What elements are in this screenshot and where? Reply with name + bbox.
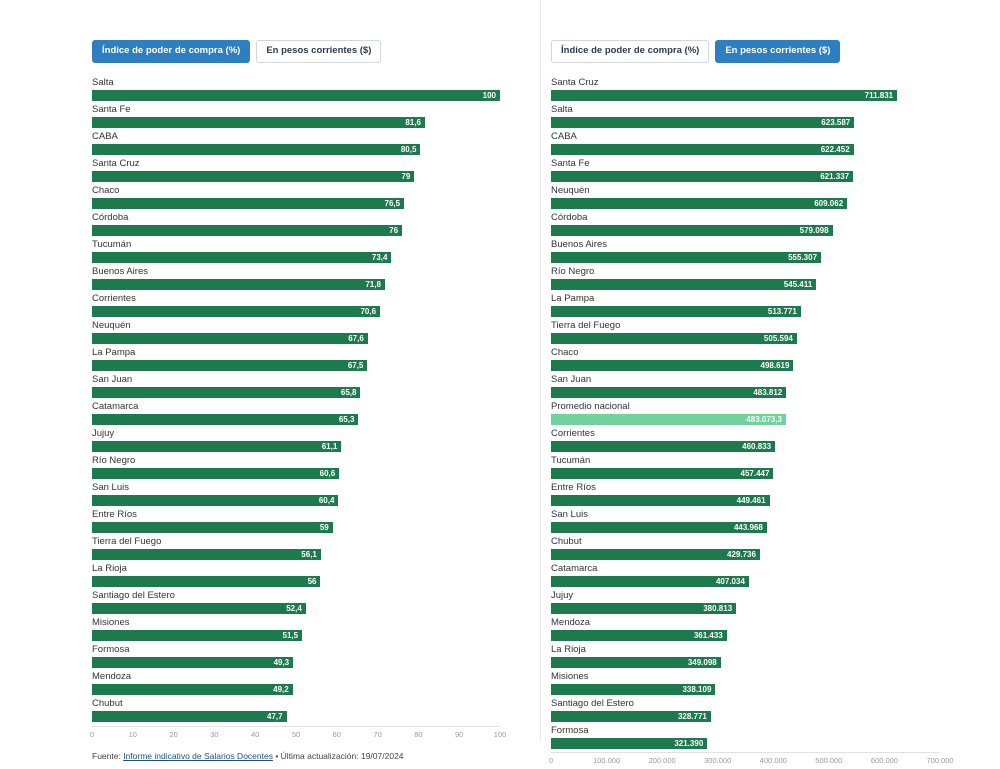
- bar[interactable]: [92, 522, 333, 533]
- bar[interactable]: [551, 495, 770, 506]
- chart-row: [551, 77, 940, 101]
- bar-category-label: Tucumán: [551, 454, 591, 466]
- bar-value-label: 483.073,3: [746, 414, 782, 424]
- bar-category-label: Jujuy: [551, 589, 574, 601]
- bar[interactable]: [92, 279, 385, 290]
- footnote-link[interactable]: Informe indicativo de Salarios Docentes: [123, 750, 273, 761]
- bar-track: [92, 90, 500, 101]
- bar-category-label: Santa Fe: [92, 103, 131, 115]
- bar[interactable]: [551, 279, 816, 290]
- bar-track: [551, 522, 940, 533]
- bar-category-label: Mendoza: [92, 670, 132, 682]
- bar-category-label: San Juan: [92, 373, 133, 385]
- chart-row: [551, 104, 940, 128]
- bar-track: [92, 279, 500, 290]
- bar-track: [551, 468, 940, 479]
- axis-tick-label: 0: [548, 755, 554, 765]
- chart-row: [92, 158, 500, 182]
- bar[interactable]: [551, 738, 707, 749]
- bar-value-label: 498.619: [760, 360, 790, 370]
- chart-row: [92, 239, 500, 263]
- bar[interactable]: [551, 252, 821, 263]
- chart-row: [551, 482, 940, 506]
- bar-value-label: 555.307: [788, 252, 818, 262]
- axis-tick-label: 40: [251, 729, 260, 739]
- bar-category-label: Santiago del Estero: [92, 589, 175, 601]
- bar[interactable]: [551, 603, 736, 614]
- bar[interactable]: [92, 441, 341, 452]
- bar-category-label: Tierra del Fuego: [551, 319, 621, 331]
- bar[interactable]: [92, 495, 338, 506]
- bar-value-label: 49,2: [273, 684, 289, 694]
- bar-value-label: 622.452: [820, 144, 850, 154]
- bar[interactable]: [92, 117, 425, 128]
- bar-value-label: 457.447: [740, 468, 770, 478]
- bar-category-label: Chaco: [551, 346, 579, 358]
- chart-row: [92, 131, 500, 155]
- bar-value-label: 100: [482, 90, 496, 100]
- bar-category-label: Neuquén: [92, 319, 131, 331]
- bar-track: [551, 441, 940, 452]
- chart-row: [92, 320, 500, 344]
- chart-row: [92, 185, 500, 209]
- bar-category-label: Misiones: [92, 616, 130, 628]
- bar-value-label: 361.433: [693, 630, 723, 640]
- bar[interactable]: [92, 198, 404, 209]
- bar-category-label: Chaco: [92, 184, 120, 196]
- chart-row: [92, 293, 500, 317]
- bar-category-label: Misiones: [551, 670, 589, 682]
- chart-row: [551, 590, 940, 614]
- bar-value-label: 61,1: [321, 441, 338, 451]
- bar-category-label: Entre Ríos: [92, 508, 137, 520]
- bar[interactable]: [92, 684, 293, 695]
- bar[interactable]: [551, 171, 853, 182]
- bar-track: [92, 414, 500, 425]
- bar-category-label: San Juan: [551, 373, 592, 385]
- bar-track: [92, 252, 500, 263]
- bar-chart-pesos-corrientes: [551, 77, 940, 749]
- tab-pesos-corrientes-left[interactable]: En pesos corrientes ($): [256, 40, 381, 63]
- chart-row: [551, 293, 940, 317]
- bar[interactable]: [551, 657, 721, 668]
- bar-value-label: 623.587: [821, 117, 851, 127]
- chart-row: [92, 536, 500, 560]
- bar-value-label: 51,5: [282, 630, 299, 640]
- bar-category-label: CABA: [551, 130, 577, 142]
- axis-tick-label: 0: [89, 729, 95, 739]
- bar-track: [551, 225, 940, 236]
- chart-row: [551, 644, 940, 668]
- bar-track: [551, 171, 940, 182]
- bar-track: [551, 333, 940, 344]
- bar[interactable]: [92, 252, 391, 263]
- bar-value-label: 513.771: [767, 306, 797, 316]
- tab-indice-poder-compra-right[interactable]: Índice de poder de compra (%): [551, 40, 709, 63]
- bar-category-label: Salta: [92, 76, 114, 88]
- chart-row: [92, 347, 500, 371]
- chart-row: [551, 455, 940, 479]
- bar-chart-indice-poder-compra: [92, 77, 500, 722]
- bar-track: [551, 360, 940, 371]
- chart-row: [92, 698, 500, 722]
- chart-row: [551, 212, 940, 236]
- bar[interactable]: [92, 333, 368, 344]
- bar-value-label: 321.390: [674, 738, 704, 748]
- bar[interactable]: [551, 387, 786, 398]
- bar-category-label: Chubut: [551, 535, 582, 547]
- bar-value-label: 443.968: [733, 522, 763, 532]
- bar-category-label: Santa Cruz: [92, 157, 140, 169]
- bar-value-label: 73,4: [371, 252, 388, 262]
- chart-row: [551, 320, 940, 344]
- bar[interactable]: [92, 657, 293, 668]
- bar-category-label: Santa Cruz: [551, 76, 599, 88]
- bar[interactable]: [92, 468, 339, 479]
- bar-track: [551, 252, 940, 263]
- bar-track: [551, 495, 940, 506]
- bar-value-label: 67,5: [347, 360, 364, 370]
- bar-track: [551, 711, 940, 722]
- bar-value-label: 449.461: [736, 495, 766, 505]
- bar-category-label: Tierra del Fuego: [92, 535, 162, 547]
- bar-track: [551, 279, 940, 290]
- bar-value-label: 47,7: [267, 711, 283, 721]
- bar-track: [92, 468, 500, 479]
- chart-row: [551, 671, 940, 695]
- chart-row: [551, 725, 940, 749]
- bar-value-label: 338.109: [682, 684, 712, 694]
- chart-row: [92, 482, 500, 506]
- bar[interactable]: [551, 144, 854, 155]
- axis-tick-label: 700.000: [926, 755, 954, 765]
- bar-track: [92, 198, 500, 209]
- bar[interactable]: [92, 603, 306, 614]
- chart-row: [551, 131, 940, 155]
- bar[interactable]: [551, 711, 711, 722]
- axis-tick-label: 80: [414, 729, 423, 739]
- bar-track: [551, 684, 940, 695]
- bar-track: [92, 441, 500, 452]
- bar-track: [92, 549, 500, 560]
- bar-value-label: 505.594: [763, 333, 793, 343]
- bar-track: [551, 549, 940, 560]
- x-axis-right: [548, 752, 954, 769]
- bar-value-label: 545.411: [783, 279, 813, 289]
- bar-value-label: 79: [401, 171, 411, 181]
- axis-tick-label: 100.000: [593, 755, 621, 765]
- bar[interactable]: [92, 225, 402, 236]
- bar-category-label: Santa Fe: [551, 157, 590, 169]
- bar-track: [92, 495, 500, 506]
- bar-value-label: 59: [319, 522, 329, 532]
- chart-row: [551, 698, 940, 722]
- bar[interactable]: [92, 414, 358, 425]
- bar-category-label: Corrientes: [92, 292, 136, 304]
- chart-row: [551, 617, 940, 641]
- bar-track: [92, 603, 500, 614]
- footnote-suffix: • Última actualización: 19/07/2024: [272, 750, 404, 761]
- chart-footnote: [92, 751, 500, 761]
- bar-category-label: Tucumán: [92, 238, 132, 250]
- panel-pesos-corrientes: [540, 0, 1000, 765]
- chart-row: [551, 158, 940, 182]
- bar[interactable]: [551, 468, 773, 479]
- axis-tick-label: 20: [169, 729, 178, 739]
- bar-track: [551, 387, 940, 398]
- chart-row: [92, 77, 500, 101]
- bar-track: [551, 306, 940, 317]
- bar-value-label: 460.833: [742, 441, 772, 451]
- chart-row: [92, 428, 500, 452]
- bar[interactable]: [551, 630, 727, 641]
- bar[interactable]: [92, 171, 414, 182]
- bar-value-label: 56,1: [301, 549, 317, 559]
- axis-tick-label: 400.000: [759, 755, 787, 765]
- bar-category-label: Santiago del Estero: [551, 697, 634, 709]
- chart-row: [92, 266, 500, 290]
- tab-pesos-corrientes-right[interactable]: En pesos corrientes ($): [715, 40, 840, 63]
- bar-category-label: Formosa: [92, 643, 130, 655]
- tab-indice-poder-compra-left[interactable]: Índice de poder de compra (%): [92, 40, 250, 63]
- chart-row: [551, 509, 940, 533]
- bar-value-label: 56: [307, 576, 317, 586]
- chart-row: [551, 266, 940, 290]
- bar[interactable]: [92, 630, 302, 641]
- bar-value-label: 70,6: [360, 306, 377, 316]
- bar[interactable]: [551, 684, 715, 695]
- bar-value-label: 328.771: [677, 711, 707, 721]
- axis-tick-label: 300.000: [704, 755, 732, 765]
- bar-value-label: 65,3: [338, 414, 355, 424]
- chart-row: [92, 617, 500, 641]
- chart-row: [92, 671, 500, 695]
- chart-row: [92, 644, 500, 668]
- bar[interactable]: [92, 144, 420, 155]
- bar-category-label: Chubut: [92, 697, 123, 709]
- chart-row: [551, 185, 940, 209]
- bar[interactable]: [551, 306, 801, 317]
- bar-track: [92, 684, 500, 695]
- bar-category-label: Jujuy: [92, 427, 115, 439]
- bar-value-label: 609.062: [814, 198, 844, 208]
- bar-track: [92, 630, 500, 641]
- bar-track: [92, 225, 500, 236]
- bar-category-label: Buenos Aires: [551, 238, 607, 250]
- footnote-prefix: Fuente:: [92, 750, 124, 761]
- bar-value-label: 81,6: [405, 117, 421, 127]
- chart-row: [92, 401, 500, 425]
- bar-track: [551, 414, 940, 425]
- bar[interactable]: [551, 441, 775, 452]
- bar-category-label: Salta: [551, 103, 573, 115]
- bar-track: [92, 117, 500, 128]
- axis-tick-label: 70: [373, 729, 382, 739]
- bar-category-label: Catamarca: [92, 400, 139, 412]
- bar-value-label: 621.337: [820, 171, 850, 181]
- bar[interactable]: [551, 117, 854, 128]
- bar-value-label: 52,4: [286, 603, 302, 613]
- bar-value-label: 80,5: [400, 144, 417, 154]
- chart-row: [551, 374, 940, 398]
- chart-row: [92, 212, 500, 236]
- chart-row: [551, 401, 940, 425]
- bar-track: [551, 657, 940, 668]
- chart-row: [551, 428, 940, 452]
- bar-category-label: San Luis: [92, 481, 129, 493]
- bar-category-label: La Rioja: [551, 643, 586, 655]
- axis-tick-label: 90: [455, 729, 464, 739]
- bar-category-label: San Luis: [551, 508, 588, 520]
- bar-value-label: 711.831: [864, 90, 894, 100]
- bar-track: [92, 522, 500, 533]
- axis-tick-label: 30: [210, 729, 219, 739]
- bar-track: [92, 387, 500, 398]
- bar-track: [551, 90, 940, 101]
- tabs-right: [551, 40, 940, 63]
- bar[interactable]: [92, 387, 360, 398]
- bar-track: [92, 576, 500, 587]
- bar-value-label: 67,6: [348, 333, 364, 343]
- bar[interactable]: [551, 333, 797, 344]
- bar[interactable]: [551, 198, 847, 209]
- x-axis-left: [89, 726, 507, 743]
- chart-row: [92, 374, 500, 398]
- bar-value-label: 49,3: [273, 657, 290, 667]
- bar-value-label: 407.034: [715, 576, 745, 586]
- bar-track: [92, 333, 500, 344]
- bar-category-label: La Rioja: [92, 562, 127, 574]
- bar-track: [551, 576, 940, 587]
- bar-value-label: 65,8: [340, 387, 357, 397]
- bar[interactable]: [92, 306, 380, 317]
- bar-value-label: 429.736: [727, 549, 756, 559]
- bar-category-label: Mendoza: [551, 616, 591, 628]
- bar-track: [92, 306, 500, 317]
- bar[interactable]: [92, 360, 367, 371]
- chart-row: [92, 455, 500, 479]
- bar-category-label: Córdoba: [551, 211, 588, 223]
- chart-row: [551, 347, 940, 371]
- bar-category-label: Catamarca: [551, 562, 598, 574]
- chart-row: [92, 509, 500, 533]
- axis-tick-label: 600.000: [870, 755, 898, 765]
- bar[interactable]: [92, 90, 500, 101]
- bar[interactable]: [551, 549, 760, 560]
- chart-row: [551, 563, 940, 587]
- axis-tick-label: 50: [291, 729, 301, 739]
- bar-category-label: La Pampa: [551, 292, 595, 304]
- bar[interactable]: [92, 576, 320, 587]
- bar[interactable]: [92, 711, 287, 722]
- chart-row: [92, 104, 500, 128]
- chart-row: [92, 563, 500, 587]
- bar-value-label: 60,4: [318, 495, 335, 505]
- axis-tick-label: 100: [493, 729, 507, 739]
- bar-track: [551, 198, 940, 209]
- axis-tick-label: 10: [128, 729, 137, 739]
- bar-category-label: Corrientes: [551, 427, 595, 439]
- bar-track: [551, 144, 940, 155]
- bar-category-label: CABA: [92, 130, 118, 142]
- axis-tick-label: 200.000: [648, 755, 676, 765]
- bar-track: [92, 171, 500, 182]
- bar-track: [551, 738, 940, 749]
- bar-value-label: 71,8: [365, 279, 381, 289]
- axis-tick-label: 500.000: [815, 755, 843, 765]
- bar-value-label: 349.098: [687, 657, 717, 667]
- bar[interactable]: [551, 576, 749, 587]
- bar-track: [551, 630, 940, 641]
- chart-row: [551, 536, 940, 560]
- bar[interactable]: [551, 90, 897, 101]
- bar-value-label: 483.812: [753, 387, 783, 397]
- bar[interactable]: [551, 522, 767, 533]
- bar-category-label: Buenos Aires: [92, 265, 148, 277]
- bar-category-label: Formosa: [551, 724, 589, 736]
- axis-tick-label: 60: [332, 729, 341, 739]
- bar-category-label: Neuquén: [551, 184, 590, 196]
- chart-row: [92, 590, 500, 614]
- bar-category-label: Promedio nacional: [551, 400, 630, 412]
- bar-track: [92, 360, 500, 371]
- bar-category-label: Córdoba: [92, 211, 129, 223]
- bar-category-label: Entre Ríos: [551, 481, 596, 493]
- bar-track: [92, 711, 500, 722]
- bar-track: [551, 603, 940, 614]
- bar[interactable]: [551, 225, 833, 236]
- bar-track: [92, 657, 500, 668]
- bar-track: [551, 117, 940, 128]
- bar-value-label: 60,6: [319, 468, 336, 478]
- bar-value-label: 579.098: [799, 225, 829, 235]
- chart-row: [551, 239, 940, 263]
- bar-category-label: Río Negro: [551, 265, 595, 277]
- bar[interactable]: [551, 360, 793, 371]
- bar-track: [92, 144, 500, 155]
- bar-category-label: La Pampa: [92, 346, 136, 358]
- bar-value-label: 76: [389, 225, 399, 235]
- tabs-left: [92, 40, 500, 63]
- bar[interactable]: [551, 414, 786, 425]
- bar[interactable]: [92, 549, 321, 560]
- bar-value-label: 76,5: [384, 198, 401, 208]
- bar-category-label: Río Negro: [92, 454, 136, 466]
- bar-value-label: 380.813: [703, 603, 733, 613]
